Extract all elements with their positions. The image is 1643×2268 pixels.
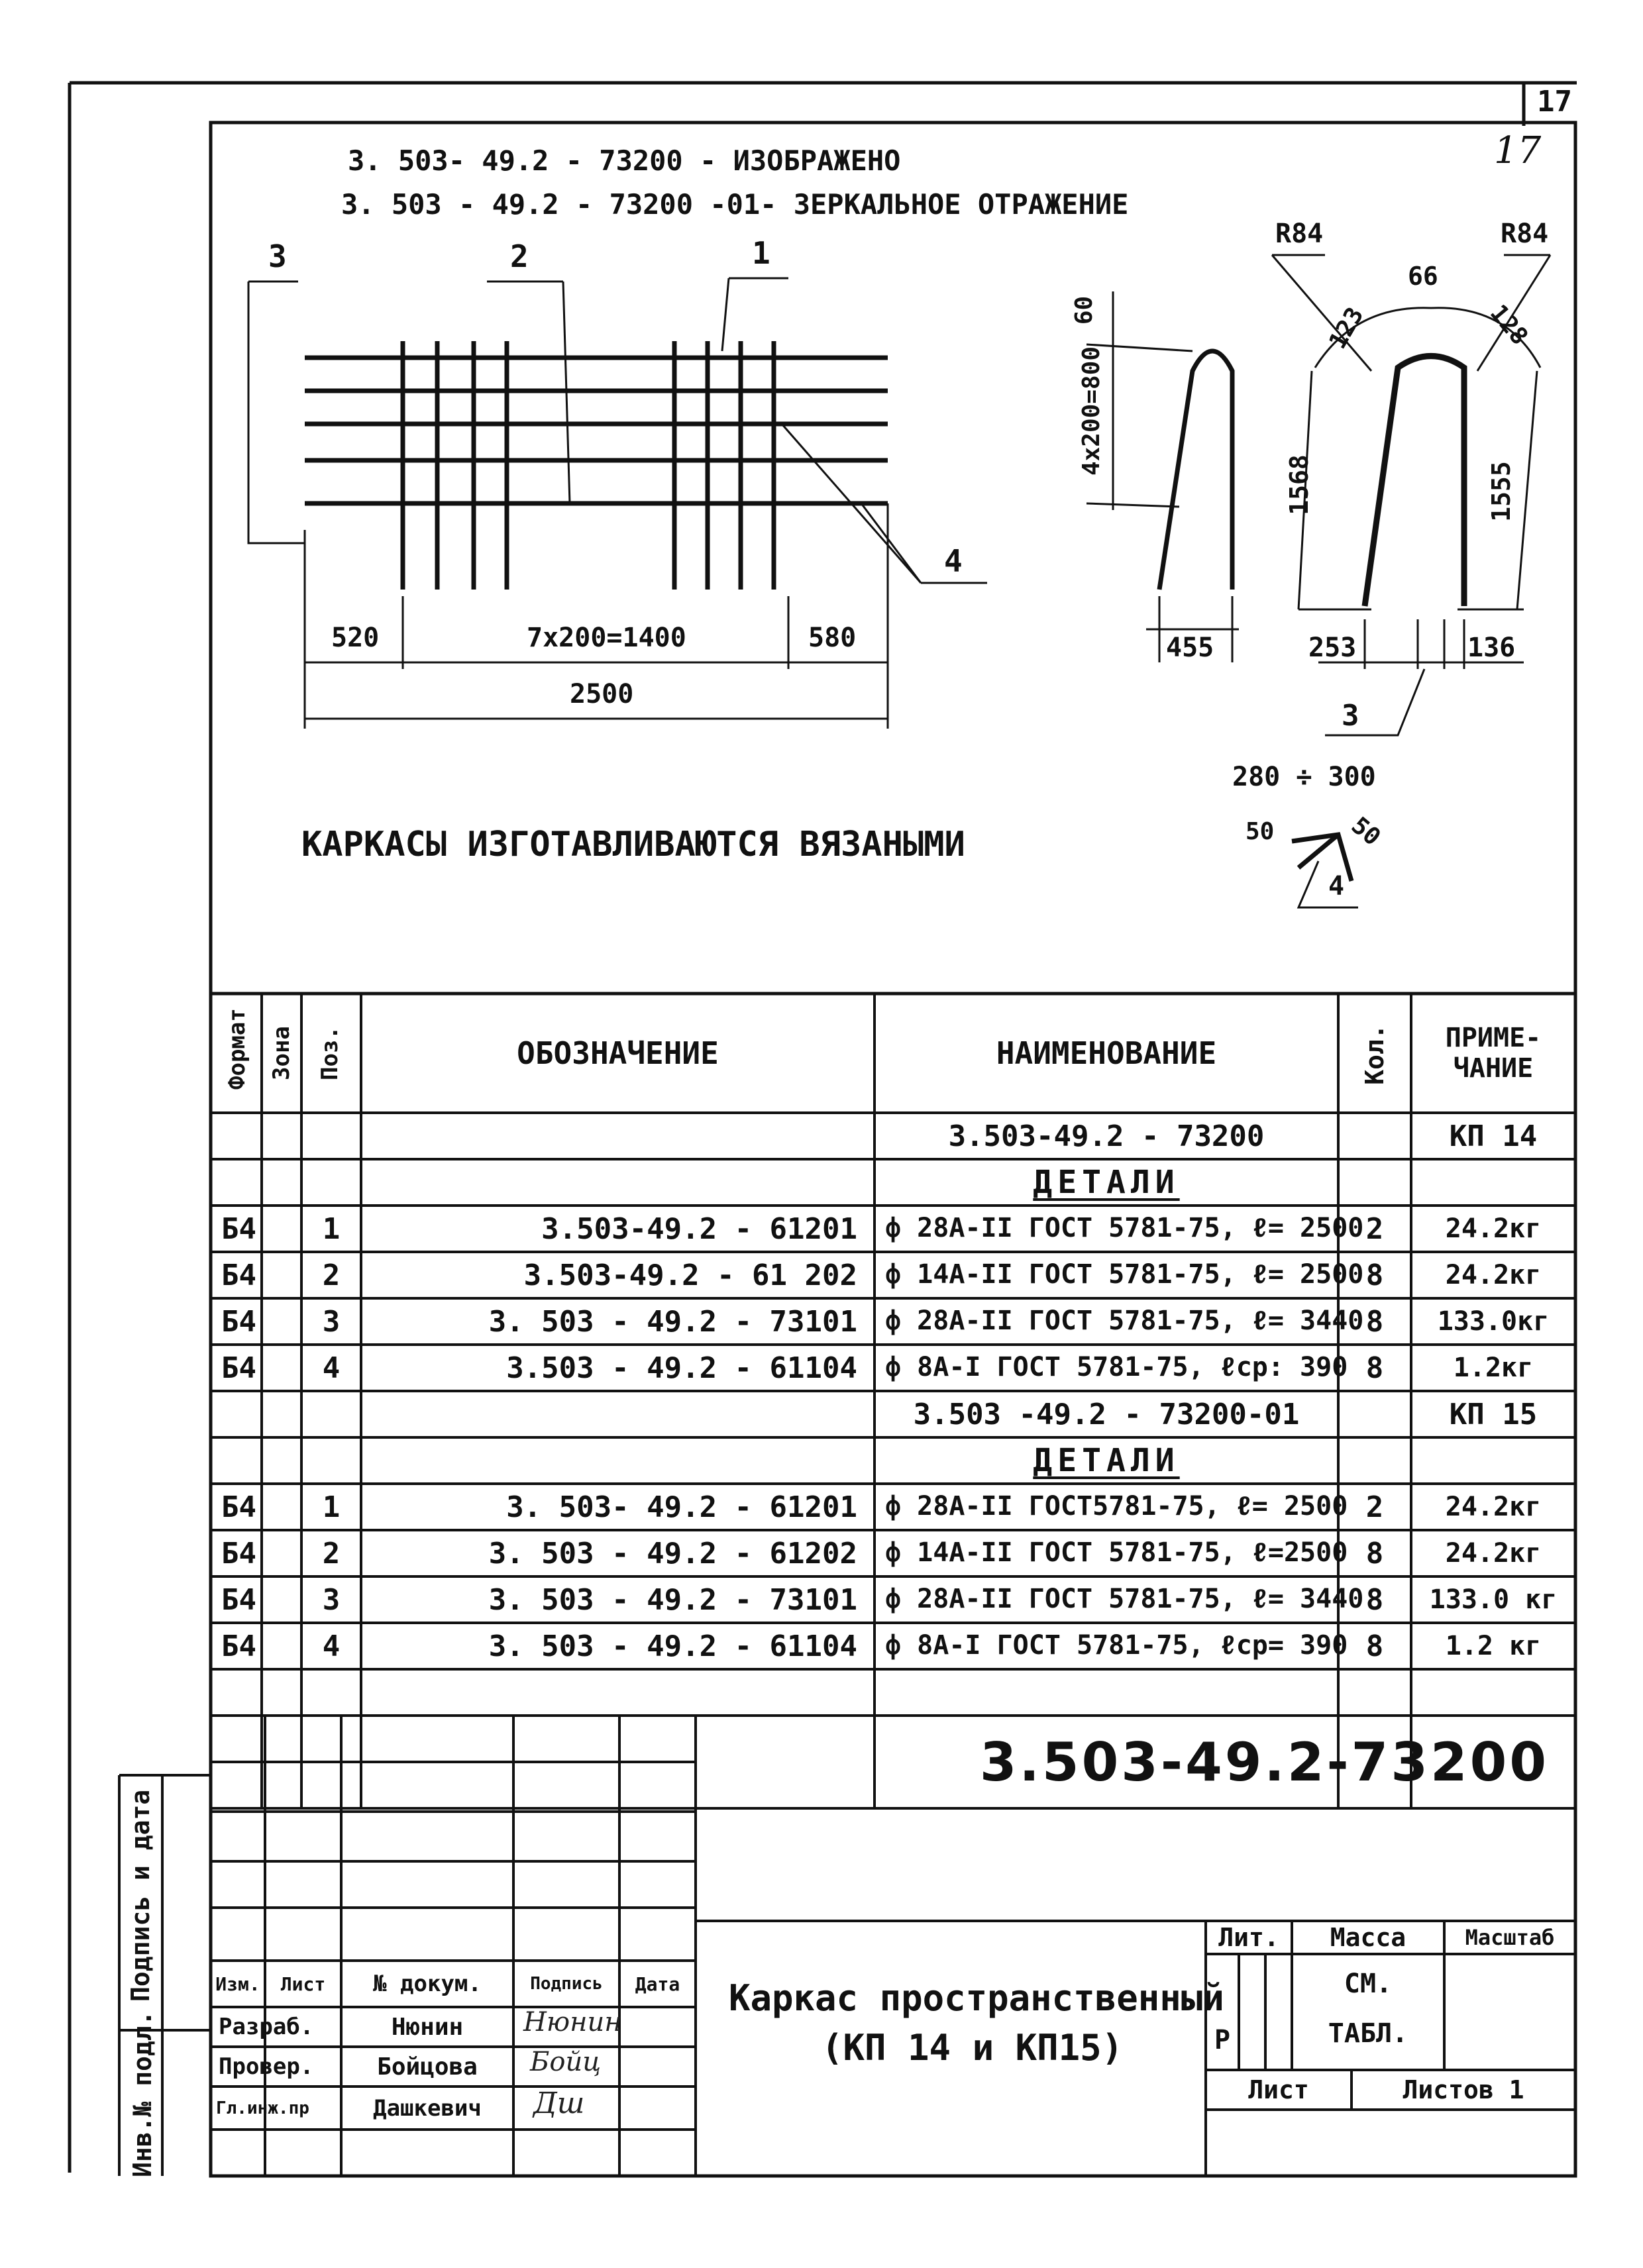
dim-50-left: 50 <box>1246 818 1275 845</box>
dim-580: 580 <box>808 623 857 653</box>
table-cell-name: ф 28А-II ГОСТ 5781-75, ℓ= 3440 <box>885 1305 1364 1336</box>
table-cell-format: Б4 <box>221 1536 256 1571</box>
col-date: Дата <box>635 1973 680 1995</box>
col-pos-header: Поз. <box>317 1026 343 1080</box>
dim-r84-left: R84 <box>1275 219 1324 249</box>
col-designation-header: ОБОЗНАЧЕНИЕ <box>517 1035 719 1071</box>
cross-section <box>1159 351 1232 590</box>
table-cell-qty: 2 <box>1365 1490 1384 1524</box>
fabrication-note: КАРКАСЫ ИЗГОТАВЛИВАЮТСЯ ВЯЗАНЫМИ <box>301 825 965 864</box>
mass-value-2: ТАБЛ. <box>1328 2018 1408 2049</box>
dim-7x200: 7x200=1400 <box>527 623 686 653</box>
callout-3-bottom: 3 <box>1342 699 1359 733</box>
role-chief-engineer: Гл.инж.пр <box>216 2098 309 2118</box>
table-cell-note: 24.2кг <box>1445 1260 1542 1290</box>
table-cell-designation: 3. 503 - 49.2 - 61104 <box>488 1629 857 1663</box>
table-cell-designation: 3. 503 - 49.2 - 73101 <box>488 1582 857 1617</box>
table-cell-format: Б4 <box>221 1629 256 1663</box>
table-cell-qty: 8 <box>1365 1351 1384 1385</box>
signature-developer: Нюнин <box>523 2007 622 2037</box>
col-qty-header: Кол. <box>1360 1024 1389 1085</box>
callout-3: 3 <box>268 238 287 274</box>
dim-520: 520 <box>331 623 380 653</box>
col-note-header: ПРИМЕ- ЧАНИЕ <box>1445 1023 1542 1084</box>
table-cell-note: 133.0 кг <box>1429 1584 1558 1615</box>
side-stamp-inv-podl: Инв.№ подл. <box>128 2010 157 2177</box>
dim-r84-right: R84 <box>1501 219 1549 249</box>
dim-60: 60 <box>1071 295 1098 325</box>
col-name-header: НАИМЕНОВАНИЕ <box>996 1035 1217 1071</box>
scale-label: Масштаб <box>1465 1925 1555 1950</box>
header-line-2: 3. 503 - 49.2 - 73200 -01- ЗЕРКАЛЬНОЕ ОТРАЖЕНИЕ <box>341 188 1129 221</box>
table-cell-name: ф 8А-I ГОСТ 5781-75, ℓср: 390 <box>885 1351 1348 1382</box>
name-chief-engineer: Дашкевич <box>373 2094 482 2122</box>
table-cell-format: Б4 <box>221 1582 256 1617</box>
title-line-1: Каркас пространственный <box>729 1977 1224 2019</box>
table-cell-designation: 3.503 - 49.2 - 61104 <box>506 1351 857 1385</box>
table-cell-format: Б4 <box>221 1351 256 1385</box>
page-number: 17 <box>1537 85 1572 119</box>
sheet-label: Лист <box>1248 2075 1309 2104</box>
dim-4x200: 4x200=800 <box>1078 346 1106 476</box>
dim-66: 66 <box>1408 262 1438 291</box>
table-cell-designation: 3. 503- 49.2 - 61201 <box>506 1490 857 1524</box>
table-cell-name: ф 14А-II ГОСТ 5781-75, ℓ=2500 <box>885 1537 1348 1568</box>
dim-455: 455 <box>1166 633 1214 663</box>
header-line-1: 3. 503- 49.2 - 73200 - ИЗОБРАЖЕНО <box>348 144 901 177</box>
table-cell-note: 24.2кг <box>1445 1213 1542 1244</box>
col-sign: Подпись <box>530 1974 603 1994</box>
table-row-assembly-kp15-name: 3.503 -49.2 - 73200-01 <box>913 1397 1300 1431</box>
table-cell-format: Б4 <box>221 1258 256 1292</box>
table-row-assembly-kp14-name: 3.503-49.2 - 73200 <box>948 1119 1265 1153</box>
table-cell-note: 133.0кг <box>1437 1306 1550 1337</box>
table-cell-qty: 8 <box>1365 1582 1384 1617</box>
section-details-kp15: ДЕТАЛИ <box>1033 1442 1180 1479</box>
col-izm: Изм. <box>215 1973 260 1995</box>
col-zone-header: Зона <box>268 1026 295 1080</box>
table-cell-pos: 2 <box>322 1258 341 1292</box>
table-cell-name: ф 28А-II ГОСТ 5781-75, ℓ= 2500 <box>885 1212 1364 1243</box>
page-number-handwritten: 17 <box>1494 129 1542 172</box>
mesh-plan <box>305 341 888 590</box>
table-cell-pos: 1 <box>322 1211 341 1246</box>
dim-2500: 2500 <box>570 679 634 709</box>
dim-253: 253 <box>1308 633 1357 663</box>
table-cell-pos: 3 <box>322 1582 341 1617</box>
table-cell-format: Б4 <box>221 1304 256 1339</box>
dim-1568: 1568 <box>1284 454 1314 515</box>
table-cell-pos: 4 <box>322 1629 341 1663</box>
callout-1: 1 <box>752 235 770 271</box>
table-cell-note: 1.2кг <box>1453 1353 1534 1383</box>
sheets-label: Листов 1 <box>1403 2075 1524 2104</box>
callout-2: 2 <box>510 238 529 274</box>
table-cell-name: ф 8А-I ГОСТ 5781-75, ℓср= 390 <box>885 1629 1348 1661</box>
table-cell-qty: 2 <box>1365 1211 1384 1246</box>
mass-label: Масса <box>1330 1923 1406 1952</box>
name-developer: Нюнин <box>391 2013 464 2041</box>
table-cell-name: ф 14А-II ГОСТ 5781-75, ℓ= 2500 <box>885 1259 1364 1290</box>
table-cell-qty: 8 <box>1365 1304 1384 1339</box>
table-cell-note: 24.2кг <box>1445 1492 1542 1522</box>
lit-label: Лит. <box>1218 1923 1279 1952</box>
signature-checker: Бойц <box>530 2047 602 2077</box>
dim-1555: 1555 <box>1486 461 1516 522</box>
bent-bar-shape <box>1365 356 1464 607</box>
callout-4: 4 <box>944 543 963 579</box>
name-checker: Бойцова <box>377 2053 478 2081</box>
table-cell-qty: 8 <box>1365 1629 1384 1663</box>
table-cell-name: ф 28А-II ГОСТ 5781-75, ℓ= 3440 <box>885 1583 1364 1614</box>
doc-code: 3.503-49.2-73200 <box>979 1731 1549 1793</box>
table-cell-pos: 2 <box>322 1536 341 1571</box>
table-cell-designation: 3. 503 - 49.2 - 73101 <box>488 1304 857 1339</box>
lit-value: Р <box>1214 2025 1231 2055</box>
side-stamp-sign-date: Подпись и дата <box>126 1789 155 2002</box>
table-cell-pos: 3 <box>322 1304 341 1339</box>
col-list: Лист <box>280 1973 326 1995</box>
table-cell-qty: 8 <box>1365 1536 1384 1571</box>
table-cell-qty: 8 <box>1365 1258 1384 1292</box>
table-cell-note: 24.2кг <box>1445 1538 1542 1569</box>
table-row-assembly-kp15-note: КП 15 <box>1449 1397 1538 1431</box>
dim-280-300: 280 ÷ 300 <box>1232 762 1376 792</box>
table-cell-name: ф 28А-II ГОСТ5781-75, ℓ= 2500 <box>885 1490 1348 1521</box>
col-doc: № докум. <box>373 1971 482 1997</box>
dim-50-right: 50 <box>1346 811 1386 852</box>
table-cell-note: 1.2 кг <box>1445 1631 1542 1661</box>
col-format-header: Формат <box>224 1008 250 1090</box>
role-checker: Провер. <box>219 2053 314 2080</box>
title-line-2: (КП 14 и КП15) <box>822 2027 1124 2069</box>
table-cell-format: Б4 <box>221 1490 256 1524</box>
mass-value-1: СМ. <box>1344 1969 1393 1999</box>
table-cell-designation: 3.503-49.2 - 61 202 <box>523 1258 857 1292</box>
section-details-kp14: ДЕТАЛИ <box>1033 1164 1180 1201</box>
table-cell-designation: 3. 503 - 49.2 - 61202 <box>488 1536 857 1571</box>
table-cell-pos: 1 <box>322 1490 341 1524</box>
table-cell-pos: 4 <box>322 1351 341 1385</box>
table-cell-format: Б4 <box>221 1211 256 1246</box>
dim-128: 128 <box>1484 299 1534 350</box>
dim-123: 123 <box>1324 303 1369 354</box>
dim-136: 136 <box>1467 633 1516 663</box>
table-row-assembly-kp14-note: КП 14 <box>1449 1119 1538 1153</box>
role-developer: Разраб. <box>219 2014 314 2040</box>
callout-4-bottom: 4 <box>1328 871 1345 902</box>
signature-chief-engineer: Дш <box>533 2087 585 2120</box>
table-cell-designation: 3.503-49.2 - 61201 <box>541 1211 857 1246</box>
